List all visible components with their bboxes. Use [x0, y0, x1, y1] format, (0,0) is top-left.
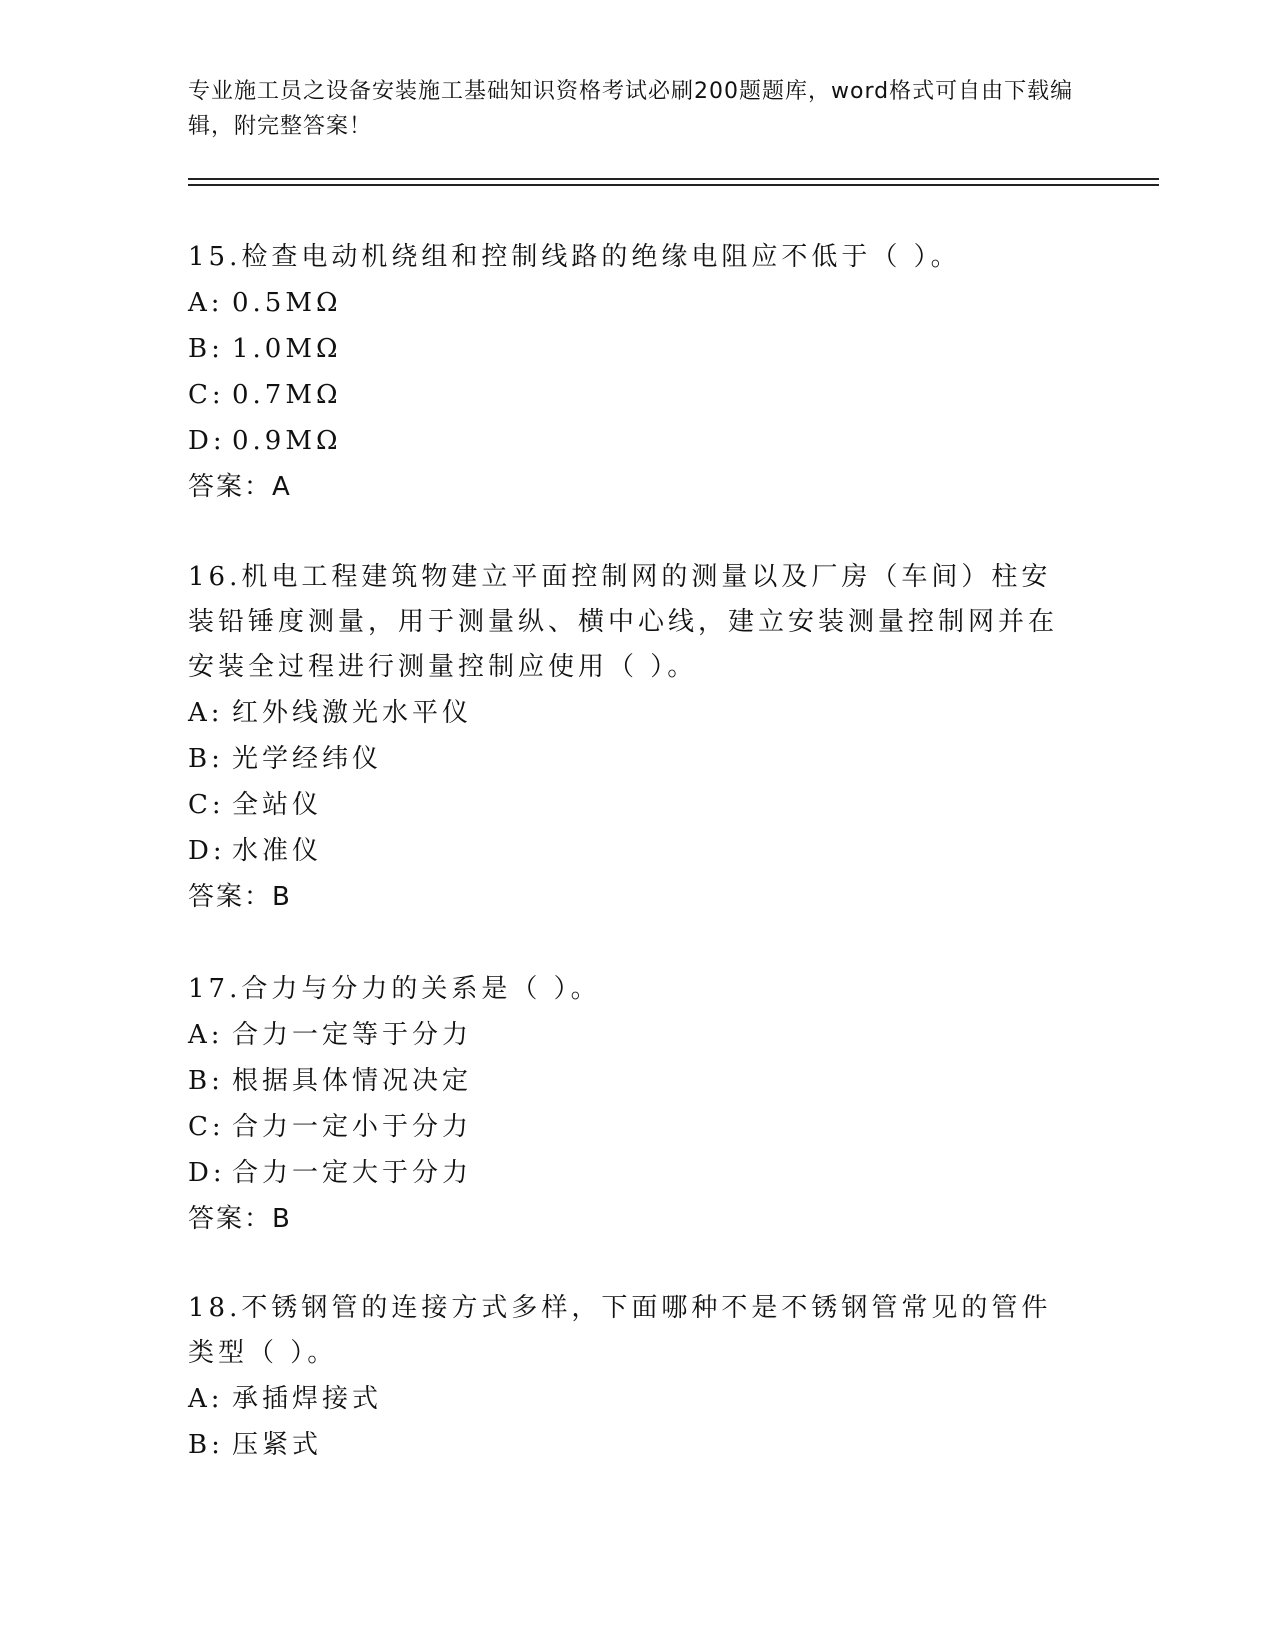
option-label: C:: [188, 1112, 225, 1142]
option-text: 合力一定小于分力: [232, 1112, 473, 1142]
option-text: 根据具体情况决定: [232, 1066, 473, 1096]
header-divider-bottom: [188, 184, 1159, 186]
option-c: [188, 372, 1078, 418]
question-15: [188, 235, 1078, 510]
option-d: [188, 1150, 1078, 1196]
option-label: B:: [188, 1430, 224, 1460]
option-label: A:: [188, 288, 224, 318]
option-d: [188, 418, 1078, 464]
option-text: 0.5MΩ: [232, 288, 342, 318]
option-b: [188, 736, 1078, 782]
option-d: [188, 828, 1078, 874]
question-text: 18.不锈钢管的连接方式多样，下面哪种不是不锈钢管常见的管件类型（ ）。: [188, 1293, 1052, 1368]
document-header: 专业施工员之设备安装施工基础知识资格考试必刷200题题库，word格式可自由下载编辑，附完整答案！: [188, 79, 1074, 139]
option-c: [188, 1104, 1078, 1150]
answer: 答案：B: [188, 1204, 292, 1234]
option-text: 1.0MΩ: [232, 334, 342, 364]
option-text: 红外线激光水平仪: [232, 698, 473, 728]
option-label: D:: [188, 1158, 226, 1188]
option-text: 压紧式: [232, 1430, 323, 1460]
question-text: 16.机电工程建筑物建立平面控制网的测量以及厂房（车间）柱安装铅锤度测量，用于测量纵、横中心线，建立安装测量控制网并在安装全过程进行测量控制应使用（ ）。: [188, 562, 1059, 682]
option-label: C:: [188, 790, 225, 820]
option-label: B:: [188, 744, 224, 774]
option-text: 合力一定等于分力: [232, 1020, 473, 1050]
answer: 答案：A: [188, 472, 292, 502]
option-a: [188, 690, 1078, 736]
question-text: 15.检查电动机绕组和控制线路的绝缘电阻应不低于（ ）。: [188, 242, 961, 272]
answer: 答案：B: [188, 882, 292, 912]
option-b: [188, 1058, 1078, 1104]
header-divider-top: [188, 178, 1159, 180]
option-text: 光学经纬仪: [232, 744, 383, 774]
option-a: [188, 1376, 1078, 1422]
option-text: 全站仪: [232, 790, 323, 820]
option-label: B:: [188, 1066, 224, 1096]
question-text: 17.合力与分力的关系是（ ）。: [188, 974, 601, 1004]
option-b: [188, 326, 1078, 372]
option-b: [188, 1422, 1078, 1468]
option-text: 合力一定大于分力: [232, 1158, 473, 1188]
question-16: [188, 555, 1078, 920]
option-text: 0.7MΩ: [232, 380, 342, 410]
option-a: [188, 280, 1078, 326]
option-label: D:: [188, 836, 226, 866]
option-label: A:: [188, 1384, 224, 1414]
option-text: 水准仪: [232, 836, 323, 866]
option-text: 0.9MΩ: [232, 426, 342, 456]
question-18: [188, 1286, 1078, 1468]
option-label: A:: [188, 1020, 224, 1050]
option-label: A:: [188, 698, 224, 728]
option-label: B:: [188, 334, 224, 364]
option-c: [188, 782, 1078, 828]
option-label: C:: [188, 380, 225, 410]
option-a: [188, 1012, 1078, 1058]
option-text: 承插焊接式: [232, 1384, 383, 1414]
question-17: [188, 967, 1078, 1242]
option-label: D:: [188, 426, 226, 456]
